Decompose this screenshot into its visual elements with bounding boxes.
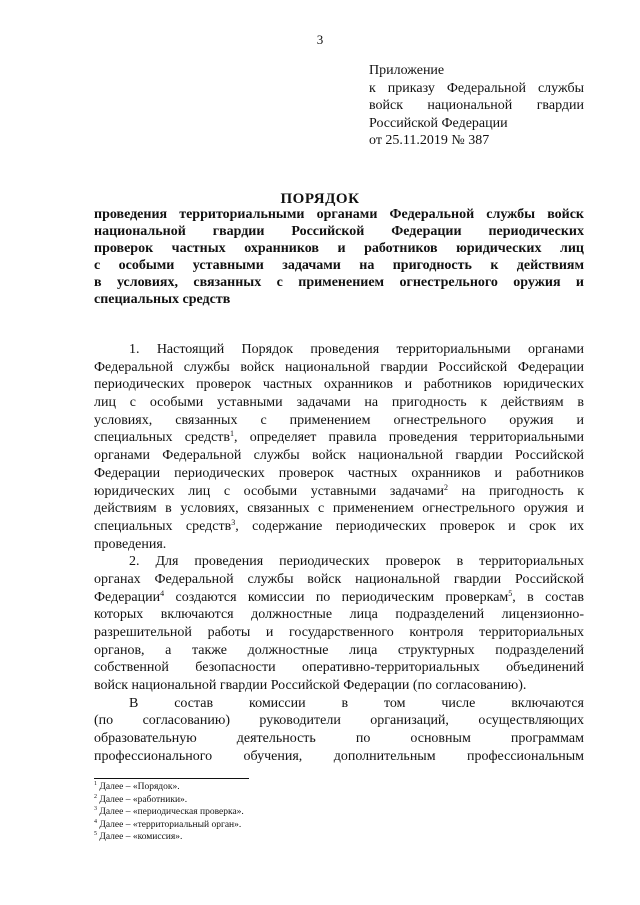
body-line: Федерации периодических проверок частных охранников и работников <box>94 465 584 481</box>
subtitle-line: проверок частных охранников и работников юридических лиц <box>94 241 584 256</box>
appendix-line: войск национальной гвардии <box>369 98 584 114</box>
footnote-ref: 1 <box>230 429 235 439</box>
subtitle-line: в условиях, связанных с применением огнестрельного оружия и <box>94 275 584 290</box>
body-line: образовательную деятельность по основным программам <box>94 731 584 747</box>
subtitle-line: специальных средств <box>94 292 231 307</box>
subtitle-line: с особыми уставными задачами на пригодность к действиям <box>94 258 584 273</box>
appendix-line: Российской Федерации <box>369 115 508 131</box>
footnote-item <box>94 831 394 844</box>
body-line: Федеральной службы войск национальной гвардии Российской Федерации <box>94 359 584 375</box>
footnote-mark: 5 <box>94 831 97 837</box>
body-line: органов, а также должностные лица структурных подразделений <box>94 642 584 658</box>
body-line: профессионального обучения, дополнительным профессиональным <box>94 748 584 764</box>
body-line: условиях, связанных с применением огнестрельного оружия и <box>94 412 584 428</box>
body-line: войск национальной гвардии Российской Федерации (по согласованию). <box>94 678 527 694</box>
footnotes <box>94 781 394 844</box>
appendix-block <box>369 62 584 150</box>
footnote-ref: 2 <box>444 482 449 492</box>
footnote-ref: 5 <box>508 588 513 598</box>
body-line <box>94 483 584 501</box>
body-text: юридических лиц с особыми уставными задачами <box>94 483 445 499</box>
footnote-ref: 4 <box>160 588 165 598</box>
footnote-ref: 3 <box>231 517 236 527</box>
body-text: специальных средств <box>94 430 231 446</box>
body-line: проведения. <box>94 536 167 552</box>
body-text: на пригодность к <box>448 483 584 499</box>
footnote-text: Далее – «периодическая проверка». <box>99 807 244 817</box>
body-line <box>94 518 584 536</box>
body-line: лиц с особыми уставными задачами на пригодность к действиям в <box>94 395 584 411</box>
body-text: создаются комиссии по периодическим проверкам <box>164 589 509 605</box>
appendix-line: от 25.11.2019 № 387 <box>369 133 490 149</box>
body-text: , определяет правила проведения территориальными <box>234 430 584 446</box>
body-line <box>94 589 584 607</box>
body-line: 1. Настоящий Порядок проведения территориальными органами <box>129 342 584 357</box>
footnote-mark: 2 <box>94 793 97 800</box>
footnote-item <box>94 819 394 832</box>
document-title: ПОРЯДОК <box>280 191 360 207</box>
body-text: , содержание периодических проверок и срок их <box>235 518 584 534</box>
footnote-text: Далее – «территориальный орган». <box>99 819 242 830</box>
body-line: которых включаются должностные лица подразделений лицензионно- <box>94 607 584 623</box>
body-text: Федерации <box>94 589 161 605</box>
document-subtitle <box>94 206 584 308</box>
footnote-item <box>94 781 394 794</box>
body-line <box>94 429 584 447</box>
footnote-mark: 4 <box>94 818 97 825</box>
page-number: 3 <box>316 32 324 47</box>
body-text: , в состав <box>512 589 585 605</box>
body-line: разрешительной работы и государственного контроля территориальных <box>94 625 584 640</box>
document-body <box>94 341 584 766</box>
body-line: (по согласованию) руководители организаций, осуществляющих <box>94 713 584 729</box>
footnote-mark: 3 <box>94 806 97 812</box>
subtitle-line: проведения территориальными органами Федеральной службы войск <box>94 207 584 222</box>
footnote-mark: 1 <box>94 781 97 787</box>
appendix-line: к приказу Федеральной службы <box>369 80 584 96</box>
body-line: органами Федеральной службы войск национальной гвардии Российской <box>94 448 584 464</box>
body-line: 2. Для проведения периодических проверок в территориальных <box>129 554 584 570</box>
body-line: периодических проверок частных охранников и работников юридических <box>94 377 584 393</box>
body-line: В состав комиссии в том числе включаются <box>129 695 584 711</box>
footnote-item <box>94 794 394 807</box>
footnote-item <box>94 806 394 819</box>
body-line: собственной безопасности оперативно-территориальных объединений <box>94 660 584 676</box>
appendix-line: Приложение <box>369 63 445 78</box>
body-line: действиям в условиях, связанных с применением огнестрельного оружия и <box>94 501 584 517</box>
footnote-text: Далее – «комиссия». <box>99 832 183 842</box>
subtitle-line: национальной гвардии Российской Федерации периодических <box>94 224 584 239</box>
body-line: органах Федеральной службы войск национальной гвардии Российской <box>94 571 584 587</box>
footnote-divider <box>94 778 249 779</box>
footnote-text: Далее – «Порядок». <box>99 782 180 792</box>
body-text: специальных средств <box>94 518 232 534</box>
footnote-text: Далее – «работники». <box>99 794 188 805</box>
